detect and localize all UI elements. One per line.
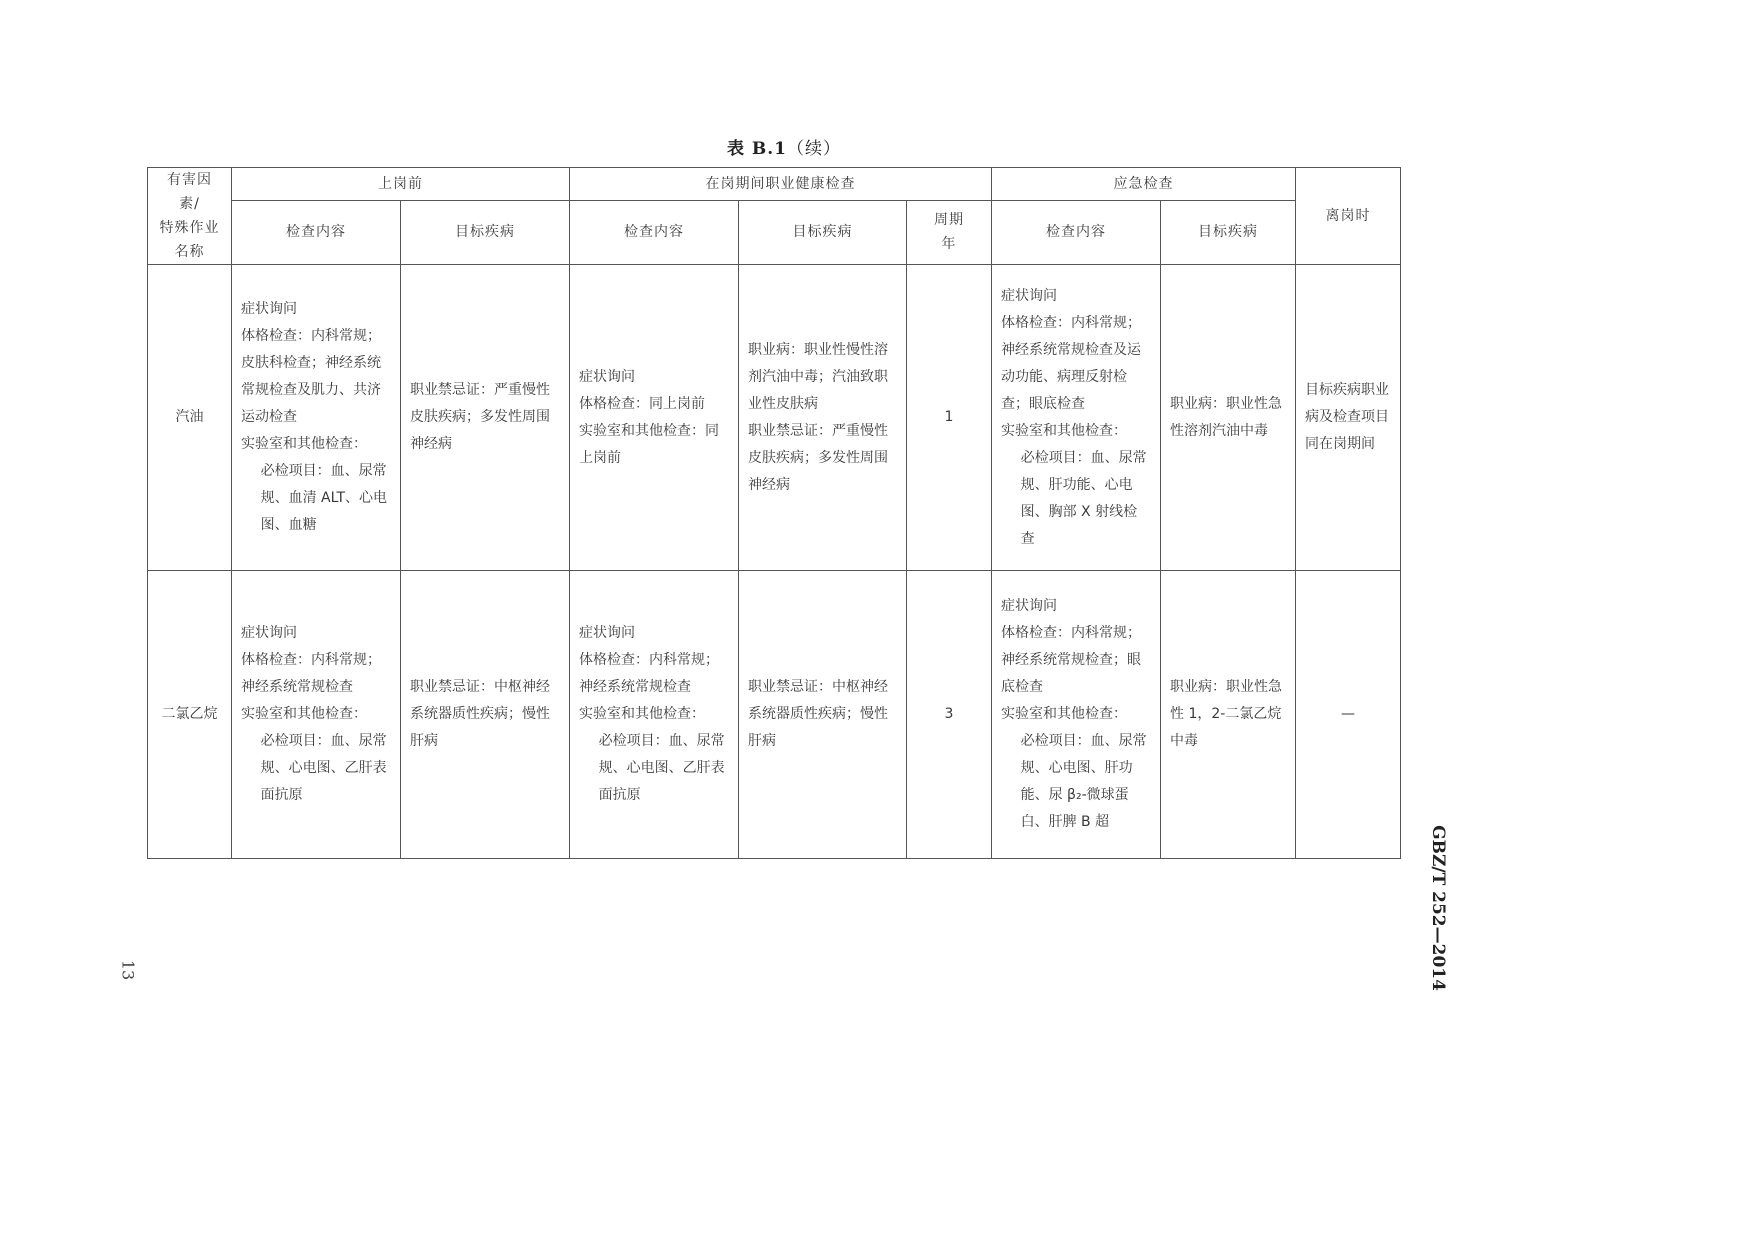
header-period: 周期 年 — [907, 200, 992, 264]
during-target-cell: 职业病：职业性慢性溶剂汽油中毒；汽油致职业性皮肤病 职业禁忌证：严重慢性皮肤疾病；多发性周围神经病 — [739, 265, 907, 571]
header-emergency-target: 目标疾病 — [1161, 200, 1296, 264]
during-content-cell: 症状询问 体格检查：同上岗前 实验室和其他检查：同上岗前 — [570, 265, 739, 571]
header-pre-content: 检查内容 — [232, 200, 401, 264]
emergency-target-cell: 职业病：职业性急性溶剂汽油中毒 — [1161, 265, 1296, 571]
factor-name-cell: 汽油 — [148, 265, 232, 571]
table-row — [148, 571, 1401, 859]
standard-code: GBZ/T 252—2014 — [1428, 825, 1448, 991]
factor-name-cell: 二氯乙烷 — [148, 571, 232, 859]
health-surveillance-table — [147, 167, 1401, 859]
leave-cell: — — [1296, 571, 1401, 859]
emergency-content-cell: 症状询问 体格检查：内科常规；神经系统常规检查及运动功能、病理反射检查；眼底检查 实验室和其他检查： 必检项目：血、尿常规、肝功能、心电图、胸部 X 射线检查 — [992, 265, 1161, 571]
pre-content-cell: 症状询问 体格检查：内科常规；神经系统常规检查 实验室和其他检查： 必检项目：血、尿常规、心电图、乙肝表面抗原 — [232, 571, 401, 859]
page-number: 13 — [118, 959, 138, 981]
pre-target-cell: 职业禁忌证：严重慢性皮肤疾病；多发性周围神经病 — [401, 265, 570, 571]
emergency-target-cell: 职业病：职业性急性 1，2-二氯乙烷中毒 — [1161, 571, 1296, 859]
table-caption-label: 表 B.1 — [726, 139, 788, 159]
header-factor-name: 有害因素/ 特殊作业 名称 — [148, 168, 232, 265]
period-cell: 1 — [907, 265, 992, 571]
emergency-content-cell: 症状询问 体格检查：内科常规；神经系统常规检查；眼底检查 实验室和其他检查： 必检项目：血、尿常规、心电图、肝功能、尿 β₂-微球蛋白、肝脾 B 超 — [992, 571, 1161, 859]
during-target-cell: 职业禁忌证：中枢神经系统器质性疾病；慢性肝病 — [739, 571, 907, 859]
pre-target-cell: 职业禁忌证：中枢神经系统器质性疾病；慢性肝病 — [401, 571, 570, 859]
table-caption — [0, 134, 1568, 159]
header-row-top — [148, 168, 1401, 201]
header-pre-target: 目标疾病 — [401, 200, 570, 264]
header-leave: 离岗时 — [1296, 168, 1401, 265]
table-row — [148, 265, 1401, 571]
header-emergency: 应急检查 — [992, 168, 1296, 201]
period-cell: 3 — [907, 571, 992, 859]
header-emergency-content: 检查内容 — [992, 200, 1161, 264]
during-content-cell: 症状询问 体格检查：内科常规；神经系统常规检查 实验室和其他检查： 必检项目：血、尿常规、心电图、乙肝表面抗原 — [570, 571, 739, 859]
table-caption-note: （续） — [787, 139, 842, 159]
pre-content-cell: 症状询问 体格检查：内科常规；皮肤科检查；神经系统常规检查及肌力、共济运动检查 实验室和其他检查： 必检项目：血、尿常规、血清 ALT、心电图、血糖 — [232, 265, 401, 571]
header-pre-employment: 上岗前 — [232, 168, 570, 201]
leave-cell: 目标疾病职业病及检查项目同在岗期间 — [1296, 265, 1401, 571]
header-during-content: 检查内容 — [570, 200, 739, 264]
header-row-sub — [148, 200, 1401, 264]
header-during-employment: 在岗期间职业健康检查 — [570, 168, 992, 201]
header-during-target: 目标疾病 — [739, 200, 907, 264]
